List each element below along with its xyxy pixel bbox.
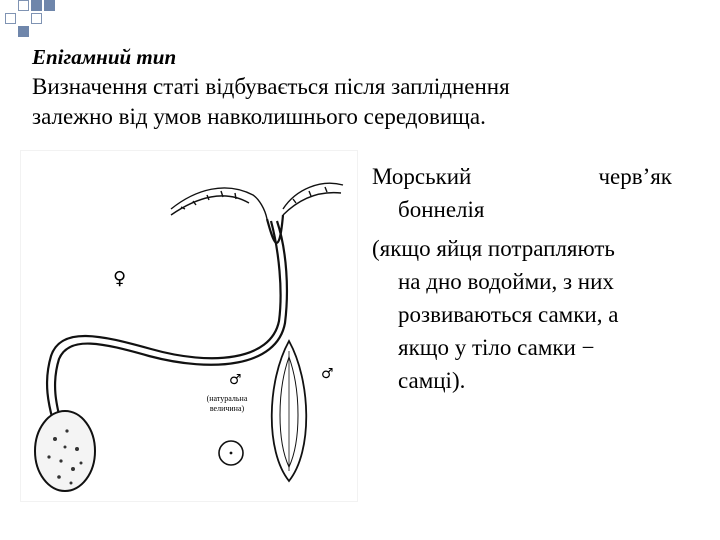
title-word-2: черв’як xyxy=(598,164,672,189)
intro-line-2: залежно від умов навколишнього середовища. xyxy=(32,104,486,129)
male-symbol-right: ♂ xyxy=(321,366,334,382)
male-organism-large xyxy=(272,341,307,481)
title-word-1: Морський xyxy=(372,164,472,189)
corner-square xyxy=(31,13,42,24)
bonellia-illustration xyxy=(20,150,358,502)
worm-body-trunk xyxy=(47,215,287,423)
side-text xyxy=(372,160,672,397)
male-symbol-left: ♂ xyxy=(229,372,242,388)
male-egg-small xyxy=(219,441,243,465)
description-line-2: на дно водойми, з них xyxy=(398,269,614,294)
intro-line-1: Визначення статі відбувається після запліднення xyxy=(32,74,510,99)
corner-square xyxy=(18,0,29,11)
description-line-1: (якщо яйця потрапляють xyxy=(372,236,615,261)
corner-square-filled xyxy=(18,26,29,37)
scale-note-line-1: (натуральна xyxy=(206,394,248,403)
corner-square xyxy=(5,13,16,24)
description-line-5: самці). xyxy=(398,368,466,393)
corner-square-filled xyxy=(31,0,42,11)
female-symbol: ♀ xyxy=(113,268,127,289)
heading-block xyxy=(32,42,682,132)
decorative-corner-squares xyxy=(0,0,60,46)
description-line-4: якщо у тіло самки − xyxy=(398,335,595,360)
title-line xyxy=(372,160,672,193)
slide-heading: Епігамний тип xyxy=(32,45,177,69)
description-line-3: розвиваються самки, а xyxy=(398,302,619,327)
scale-note-line-2: величина) xyxy=(209,404,245,413)
proboscis-bifurcated xyxy=(171,183,343,219)
female-egg-sac xyxy=(35,411,95,491)
title-continuation: боннелія xyxy=(398,197,485,222)
corner-square-filled xyxy=(44,0,55,11)
